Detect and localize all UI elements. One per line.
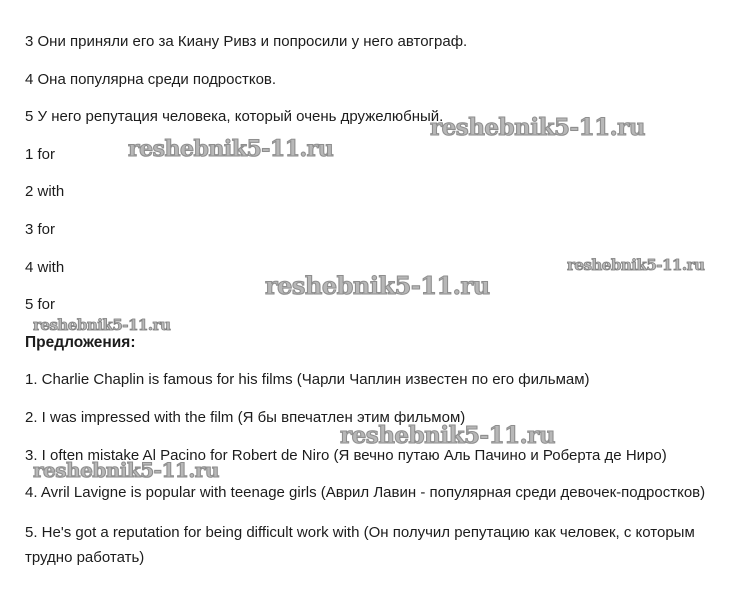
answer-line-5: 5 for: [25, 296, 56, 313]
sentence-line-3: 3. I often mistake Al Pacino for Robert de Niro (Я вечно путаю Аль Пачино и Роберта де Ниро): [25, 447, 667, 464]
watermark: reshebnik5-11.ru: [430, 114, 645, 141]
sentence-line-1: 1. Charlie Chaplin is famous for his films (Чарли Чаплин известен по его фильмам): [25, 371, 590, 388]
sentence-line-4: 4. Avril Lavigne is popular with teenage girls (Аврил Лавин - популярная среди девочек-подростков): [25, 484, 706, 501]
answer-line-3: 3 for: [25, 221, 56, 238]
watermark: reshebnik5-11.ru: [33, 458, 219, 482]
answer-line-4: 4 with: [25, 259, 65, 276]
translation-line-4: 4 Она популярна среди подростков.: [25, 71, 277, 88]
watermark: reshebnik5-11.ru: [340, 422, 555, 449]
translation-line-5: 5 У него репутация человека, который очень дружелюбный.: [25, 108, 444, 125]
watermark: reshebnik5-11.ru: [33, 316, 171, 334]
sentence-line-5: 5. He's got a reputation for being difficult work with (Он получил репутацию как человек, с которым трудно работать): [25, 524, 695, 566]
watermark: reshebnik5-11.ru: [265, 271, 490, 300]
watermark: reshebnik5-11.ru: [128, 136, 334, 162]
sentences-heading: Предложения:: [25, 334, 136, 351]
answer-line-2: 2 with: [25, 183, 65, 200]
sentence-line-2: 2. I was impressed with the film (Я бы впечатлен этим фильмом): [25, 409, 466, 426]
watermark: reshebnik5-11.ru: [567, 256, 705, 274]
answer-line-1: 1 for: [25, 146, 56, 163]
translation-line-3: 3 Они приняли его за Киану Ривз и попросили у него автограф.: [25, 33, 468, 50]
